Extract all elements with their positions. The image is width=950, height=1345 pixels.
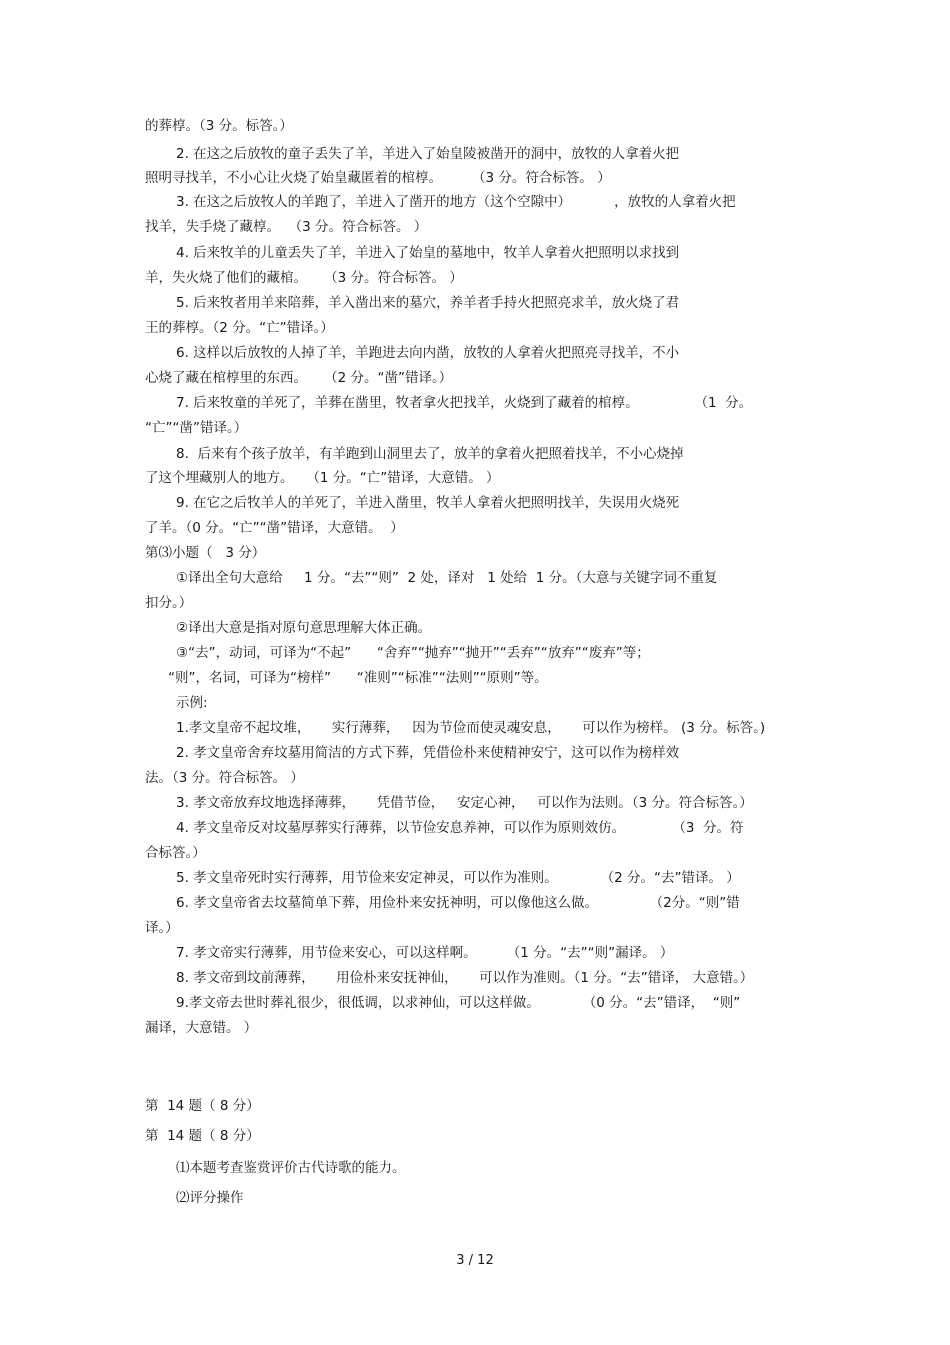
text-line: 4. 后来牧羊的儿童丢失了羊，羊进入了始皇的墓地中，牧羊人拿着火把照明以求找到 — [176, 245, 680, 261]
text-line: 1.孝文皇帝不起坟堆， 实行薄葬， 因为节俭而使灵魂安息， 可以作为榜样。 (3 分。标答。) — [176, 720, 766, 736]
text-line: 王的葬椁。（2 分。“亡”错译。） — [145, 320, 334, 336]
text-line: 8. 孝文帝到坟前薄葬， 用俭朴来安抚神仙， 可以作为准则。（1 分。“去”错译， 大意错。） — [176, 970, 754, 986]
text-line: 8. 后来有个孩子放羊，有羊跑到山洞里去了，放羊的拿着火把照着找羊，不小心烧掉 — [176, 446, 684, 462]
text-line: 漏译，大意错。 ） — [145, 1020, 258, 1036]
text-line: 2. 在这之后放牧的童子丢失了羊，羊进入了始皇陵被凿开的洞中，放牧的人拿着火把 — [176, 146, 680, 162]
text-line: 5. 孝文皇帝死时实行薄葬，用节俭来安定神灵，可以作为准则。 （2 分。“去”错译。 ） — [176, 870, 740, 886]
text-line: 照明寻找羊，不小心让火烧了始皇藏匿着的棺椁。 （3 分。符合标答。 ） — [145, 170, 611, 186]
text-line: ①译出全句大意给 1 分。“去”“则” 2 处，译对 1 处给 1 分。（大意与关键字词不重复 — [176, 570, 718, 586]
text-line: 的葬椁。（3 分。标答。） — [145, 118, 293, 134]
text-line: 羊，失火烧了他们的藏棺。 （3 分。符合标答。 ） — [145, 270, 463, 286]
text-line: 9.孝文帝去世时葬礼很少，很低调，以求神仙，可以这样做。 （0 分。“去”错译， “则” — [176, 995, 741, 1011]
text-line: 3. 孝文帝放弃坟地选择薄葬， 凭借节俭， 安定心神， 可以作为法则。（3 分。符合标答。） — [176, 795, 753, 811]
text-line: ⑵评分操作 — [176, 1190, 244, 1206]
text-line: 扣分。） — [145, 595, 193, 611]
question-heading: 第 14 题（ 8 分） — [145, 1128, 260, 1144]
text-line: 6. 这样以后放牧的人掉了羊，羊跑进去向内凿，放牧的人拿着火把照亮寻找羊，不小 — [176, 345, 680, 361]
text-line: 示例: — [176, 695, 208, 711]
text-line: “亡”“凿”错译。） — [145, 420, 248, 436]
text-line: 7. 后来牧童的羊死了，羊葬在凿里，牧者拿火把找羊，火烧到了藏着的棺椁。 （1 分。 — [176, 395, 753, 411]
page-number: 3 / 12 — [456, 1253, 494, 1268]
text-line: 了羊。（0 分。“亡”“凿”错译，大意错。 ） — [145, 520, 404, 536]
text-line: 5. 后来牧者用羊来陪葬，羊入凿出来的墓穴，养羊者手持火把照亮求羊，放火烧了君 — [176, 295, 680, 311]
text-line: “则”，名词，可译为“榜样” “准则”“标准”“法则”“原则”等。 — [168, 670, 548, 686]
text-line: 合标答。） — [145, 845, 206, 861]
text-line: 译。） — [145, 920, 179, 936]
text-line: 法。（3 分。符合标答。 ） — [145, 770, 304, 786]
text-line: 7. 孝文帝实行薄葬，用节俭来安心，可以这样啊。 （1 分。“去”“则”漏译。 ） — [176, 945, 674, 961]
text-line: ⑴本题考查鉴赏评价古代诗歌的能力。 — [176, 1160, 406, 1176]
text-line: 4. 孝文皇帝反对坟墓厚葬实行薄葬，以节俭安息养神，可以作为原则效仿。 （3 分。符 — [176, 820, 744, 836]
subquestion-heading: 第⑶小题（ 3 分） — [145, 545, 266, 561]
text-line: ③“去”，动词，可译为“不起” “舍弃”“抛弃”“抛开”“丢弃”“放弃”“废弃”等； — [176, 645, 650, 661]
text-line: 心烧了藏在棺椁里的东西。 （2 分。“凿”错译。） — [145, 370, 453, 386]
text-line: 6. 孝文皇帝省去坟墓简单下葬，用俭朴来安抚神明，可以像他这么做。 （2分。“则”错 — [176, 895, 740, 911]
text-line: 9. 在它之后牧羊人的羊死了，羊进入凿里，牧羊人拿着火把照明找羊，失误用火烧死 — [176, 495, 680, 511]
text-line: 2. 孝文皇帝舍弃坟墓用简洁的方式下葬，凭借俭朴来使精神安宁，这可以作为榜样效 — [176, 745, 680, 761]
question-heading: 第 14 题（ 8 分） — [145, 1098, 260, 1114]
text-line: 找羊，失手烧了藏椁。 （3 分。符合标答。 ） — [145, 219, 428, 235]
text-line: ②译出大意是指对原句意思理解大体正确。 — [176, 620, 432, 636]
text-line: 了这个埋藏别人的地方。 （1 分。“亡”错译，大意错。 ） — [145, 470, 500, 486]
text-line: 3. 在这之后放牧人的羊跑了，羊进入了凿开的地方（这个空隙中） ，放牧的人拿着火把 — [176, 194, 736, 210]
